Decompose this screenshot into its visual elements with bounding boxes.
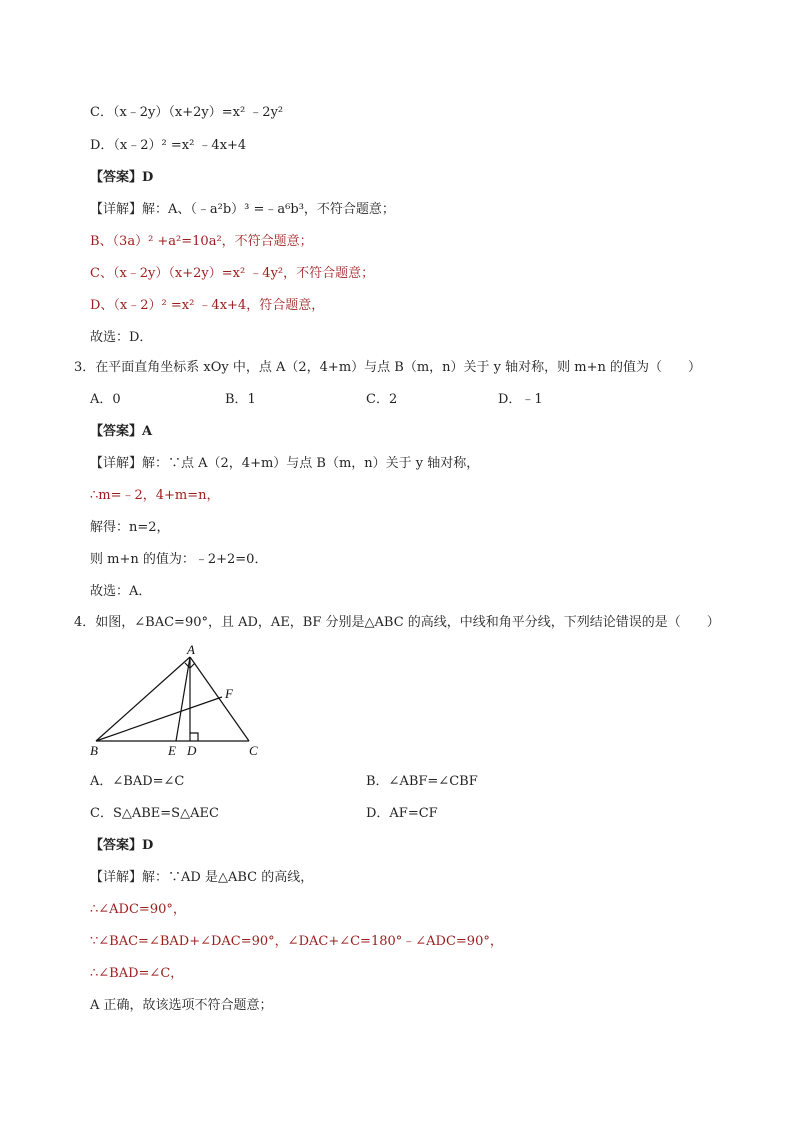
q4-detail-4: ∴∠BAD=∠C， xyxy=(90,966,184,981)
q3-detail-1: 【详解】解：∵点 A（2，4+m）与点 B（m，n）关于 y 轴对称， xyxy=(90,456,480,471)
q4-detail-3: ∵∠BAC=∠BAD+∠DAC=90°，∠DAC+∠C=180°﹣∠ADC=90°， xyxy=(90,934,503,949)
q2-option-d: D．（x﹣2）² =x² ﹣4x+4 xyxy=(90,138,247,153)
q4-answer: 【答案】D xyxy=(90,838,154,853)
label-d: D xyxy=(187,743,197,758)
q3-option-d: D．﹣1 xyxy=(498,392,543,407)
q2-detail-1: 【详解】解：A、（﹣a²b）³ =﹣a⁶b³，不符合题意； xyxy=(90,202,395,217)
q2-detail-5: 故选：D． xyxy=(90,330,153,345)
q3-detail-4: 则 m+n 的值为：﹣2+2=0． xyxy=(90,552,268,567)
q3-detail-3: 解得：n=2， xyxy=(90,520,170,535)
bisector-bf xyxy=(96,697,222,741)
q2-option-c: C．（x﹣2y）（x+2y）=x² ﹣2y² xyxy=(90,105,284,120)
q4-option-a: A．∠BAD=∠C xyxy=(90,774,185,789)
q2-detail-4: D、（x﹣2）² =x² ﹣4x+4，符合题意， xyxy=(90,298,325,313)
q3-option-b: B．1 xyxy=(225,392,256,407)
median-ae xyxy=(176,657,190,741)
q3-option-a: A．0 xyxy=(90,392,121,407)
q4-option-d: D．AF=CF xyxy=(366,806,438,821)
side-ab xyxy=(96,657,190,741)
q3-option-c: C．2 xyxy=(366,392,398,407)
q4-detail-2: ∴∠ADC=90°， xyxy=(90,902,186,917)
q3-detail-5: 故选：A． xyxy=(90,584,152,599)
q4-option-b: B．∠ABF=∠CBF xyxy=(366,774,478,789)
label-c: C xyxy=(249,743,258,758)
q4-question: 4．如图，∠BAC=90°，且 AD，AE，BF 分别是△ABC 的高线，中线和角平分线，下列结论错误的是（ ） xyxy=(74,615,720,630)
label-a: A xyxy=(187,642,195,657)
q4-detail-5: A 正确，故该选项不符合题意； xyxy=(90,998,273,1013)
q4-option-c: C．S△ABE=S△AEC xyxy=(90,806,219,821)
label-e: E xyxy=(168,743,176,758)
label-b: B xyxy=(90,743,98,758)
q4-detail-1: 【详解】解：∵AD 是△ABC 的高线， xyxy=(90,870,314,885)
q3-answer: 【答案】A xyxy=(90,424,153,439)
q3-detail-2: ∴m=﹣2，4+m=n， xyxy=(90,488,220,503)
q2-answer: 【答案】D xyxy=(90,170,154,185)
label-f: F xyxy=(225,686,233,701)
q2-detail-2: B、（3a）² +a²=10a²，不符合题意； xyxy=(90,234,313,249)
q2-detail-3: C、（x﹣2y）（x+2y）=x² ﹣4y²，不符合题意； xyxy=(90,266,375,281)
triangle-figure xyxy=(86,642,276,760)
side-ac xyxy=(190,657,249,741)
q3-question: 3．在平面直角坐标系 xOy 中，点 A（2，4+m）与点 B（m，n）关于 y 轴对称，则 m+n 的值为（ ） xyxy=(74,360,702,375)
right-angle-mark xyxy=(190,733,198,741)
